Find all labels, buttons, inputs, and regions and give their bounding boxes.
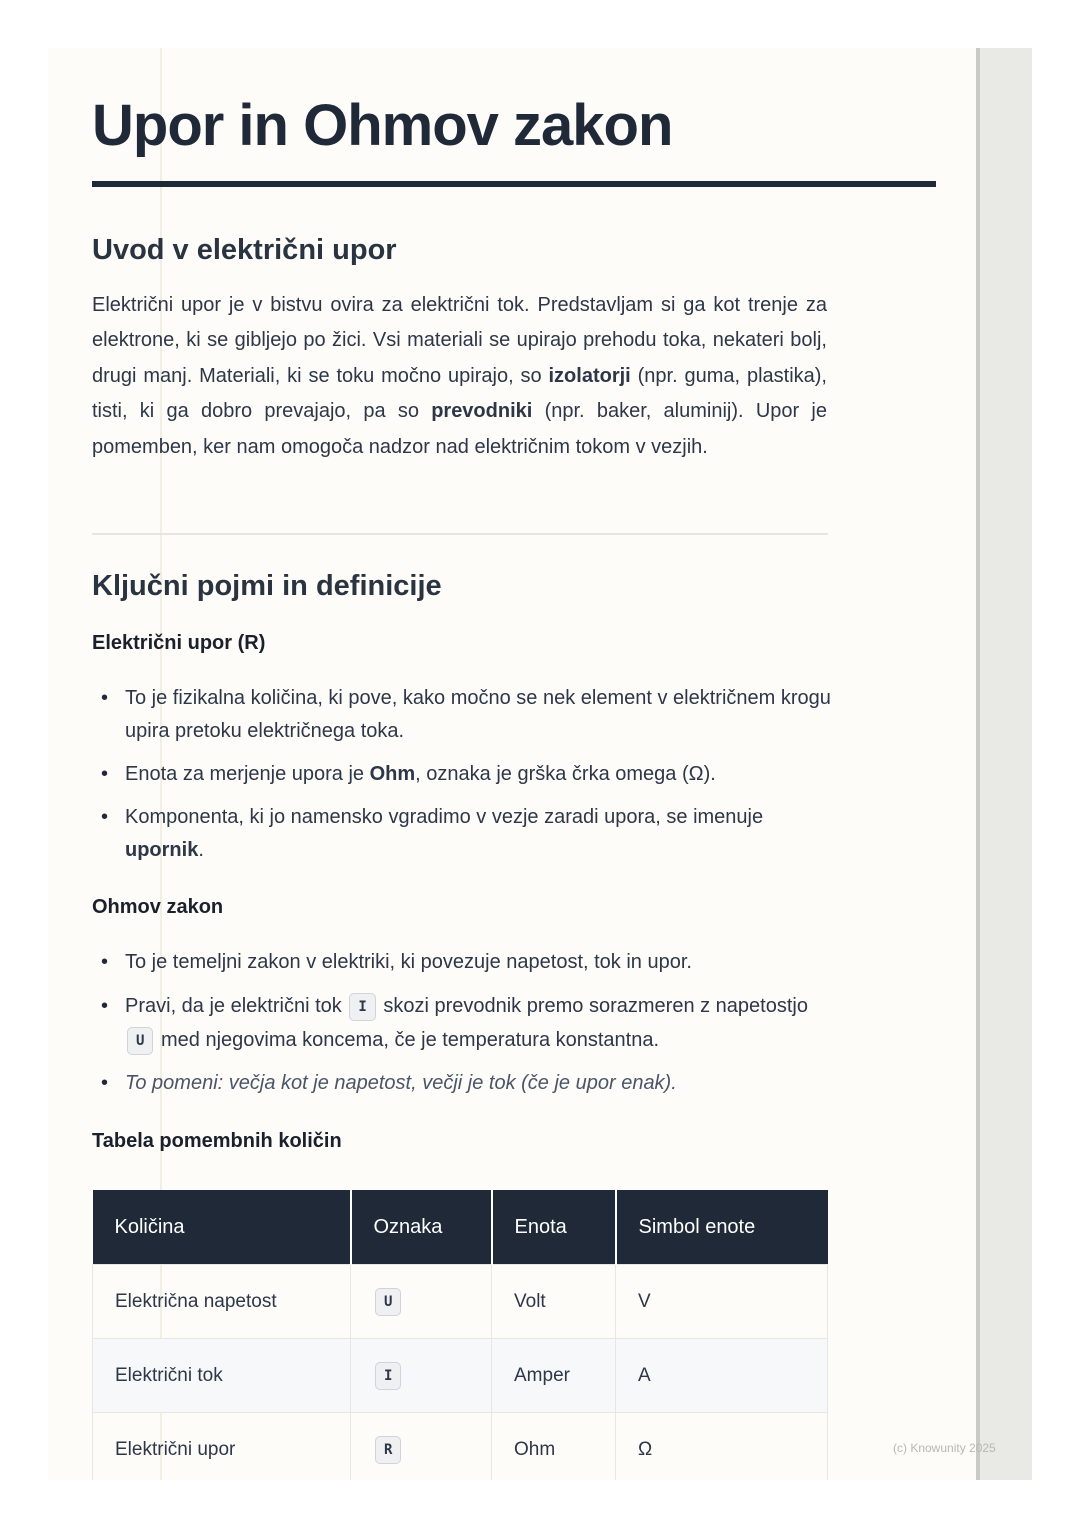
term-ohm: Ohm [369,763,416,785]
side-gutter [980,48,1032,1480]
subheading-ohm: Ohmov zakon [92,896,224,918]
symbol-code: R [375,1436,401,1464]
table-cell [351,1265,492,1339]
bullet: • [101,687,109,709]
copyright-watermark: (c) Knowunity 2025 [893,1441,996,1455]
table-row [93,1413,828,1481]
column-header: Oznaka [351,1190,492,1265]
intro-text-3: (npr. baker, aluminij). Upor je pomemben, ker nam omogoča nadzor nad električnim tokom v vezjih. [92,400,827,458]
list-item [92,946,832,979]
term-prevodniki: prevodniki [431,400,533,423]
list-item-text: skozi prevodnik premo sorazmeren z napetostjo [377,995,808,1017]
list-item-text: . [198,839,204,861]
list-item [92,758,832,791]
list-item-text: med njegovima koncema, če je temperatura konstantna. [155,1029,660,1051]
column-header: Enota [492,1190,616,1265]
table-cell: Ω [616,1413,828,1481]
table-cell: Volt [492,1265,616,1339]
ohm-list [92,946,832,1100]
list-item [92,682,832,748]
table-cell [351,1339,492,1413]
section-divider [92,533,828,535]
symbol-code: I [349,993,375,1021]
list-item [92,1067,832,1100]
list-item-text: Enota za merjenje upora je [125,763,370,785]
document-page [48,48,976,1480]
bullet: • [101,1072,109,1094]
symbol-code: I [375,1362,401,1390]
list-item [92,801,832,867]
section-heading-intro: Uvod v električni upor [92,234,397,266]
column-header: Količina [93,1190,351,1265]
symbol-code: U [375,1288,401,1316]
intro-text-2: (npr. guma, plastika), tisti, ki ga dobro prevajajo, pa so [92,364,827,423]
table-row [93,1265,828,1339]
intro-paragraph [92,288,827,465]
page-title: Upor in Ohmov zakon [92,93,673,158]
table-cell: A [616,1339,828,1413]
section-heading-key-terms: Ključni pojmi in definicije [92,570,442,602]
upor-list [92,682,832,867]
list-item-text: To je fizikalna količina, ki pove, kako močno se nek element v električnem krogu upira pretoku električnega toka. [125,687,831,742]
list-item-text-italic: To pomeni: večja kot je napetost, večji je tok (če je upor enak). [125,1072,677,1094]
subheading-table: Tabela pomembnih količin [92,1130,342,1152]
column-header: Simbol enote [616,1190,828,1265]
title-underline [92,181,936,187]
quantities-table [92,1190,828,1480]
list-item-text: , oznaka je grška črka omega (Ω). [415,763,716,785]
list-item-text: Komponenta, ki jo namensko vgradimo v vezje zaradi upora, se imenuje [125,806,764,828]
table-cell [351,1413,492,1481]
list-item [92,989,832,1057]
list-item-text: Pravi, da je električni tok [125,995,348,1017]
subheading-upor: Električni upor (R) [92,632,266,654]
table-cell: Amper [492,1339,616,1413]
table-cell: Električna napetost [93,1265,351,1339]
table-header-row [93,1190,828,1265]
table-cell: Ohm [492,1413,616,1481]
bullet: • [101,995,109,1017]
list-item-text: To je temeljni zakon v elektriki, ki povezuje napetost, tok in upor. [125,951,692,973]
table-cell: Električni upor [93,1413,351,1481]
term-upornik: upornik [125,839,199,861]
bullet: • [101,763,109,785]
bullet: • [101,951,109,973]
table-cell: Električni tok [93,1339,351,1413]
term-izolatorji: izolatorji [548,364,631,387]
table-cell: V [616,1265,828,1339]
table-row [93,1339,828,1413]
bullet: • [101,806,109,828]
intro-text-1: Električni upor je v bistvu ovira za električni tok. Predstavljam si ga kot trenje za elektrone, ki se gibljejo po žici. Vsi materiali se upirajo prehodu toka, nekateri bolj, drugi manj. Materiali, ki se toku močno upirajo, so [92,294,827,387]
symbol-code: U [127,1027,153,1055]
